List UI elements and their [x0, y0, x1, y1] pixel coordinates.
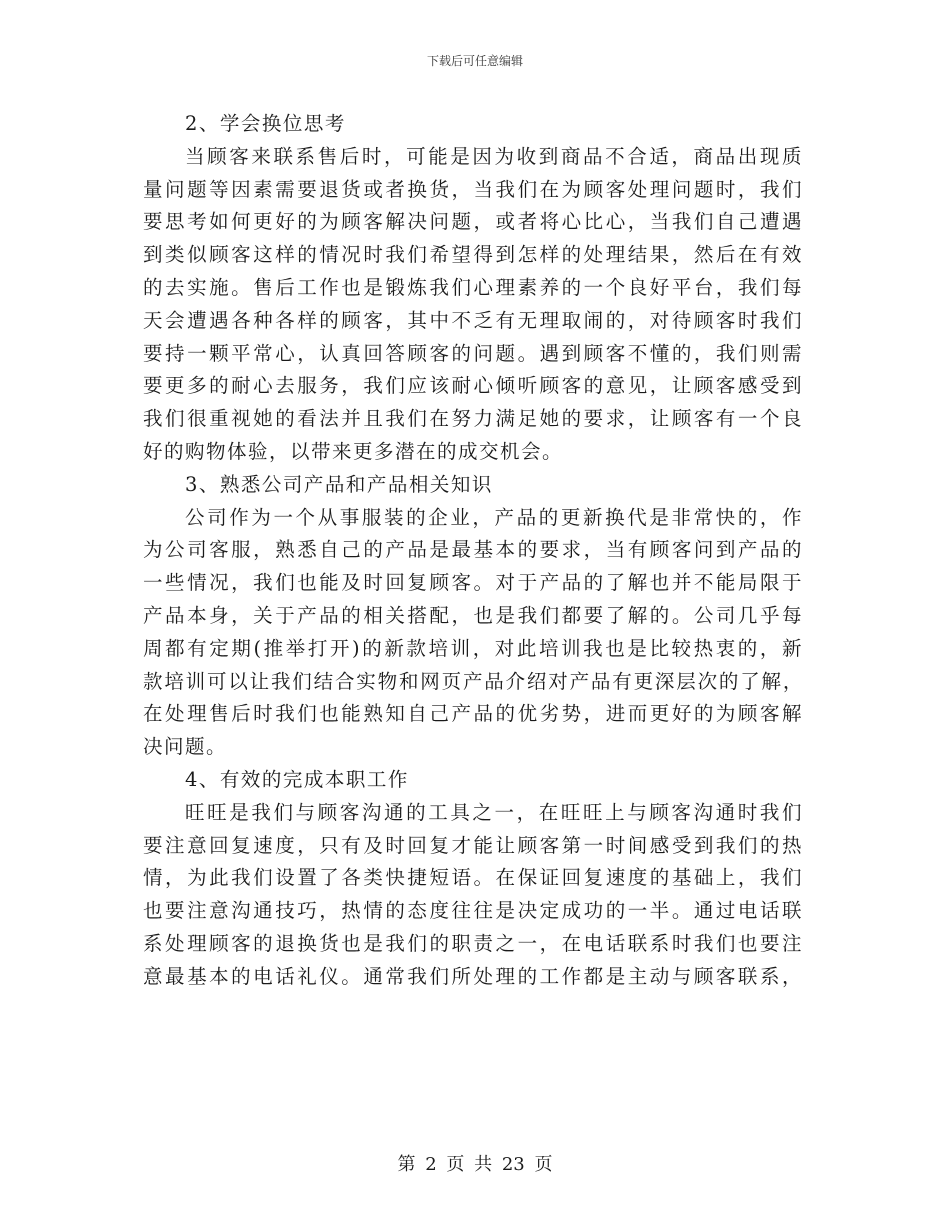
paragraph-line: 天会遭遇各种各样的顾客，其中不乏有无理取闹的，对待顾客时我们	[143, 308, 803, 332]
paragraph-line: 也要注意沟通技巧，热情的态度往往是决定成功的一半。通过电话联	[143, 899, 803, 923]
paragraph-line: 量问题等因素需要退货或者换货，当我们在为顾客处理问题时，我们	[143, 177, 803, 201]
paragraph-line: 产品本身，关于产品的相关搭配，也是我们都要了解的。公司几乎每	[143, 603, 803, 627]
page-number-footer: 第 2 页 共 23 页	[397, 1154, 553, 1175]
paragraph-line: 要持一颗平常心，认真回答顾客的问题。遇到顾客不懂的，我们则需	[143, 341, 803, 365]
heading-2: 2、学会换位思考	[185, 112, 346, 135]
paragraph-line: 要思考如何更好的为顾客解决问题，或者将心比心，当我们自己遭遇	[143, 210, 803, 234]
paragraph-line: 一些情况，我们也能及时回复顾客。对于产品的了解也并不能局限于	[143, 571, 803, 595]
paragraph-line: 的去实施。售后工作也是锻炼我们心理素养的一个良好平台，我们每	[143, 275, 803, 299]
paragraph-line: 款培训可以让我们结合实物和网页产品介绍对产品有更深层次的了解，	[143, 669, 803, 693]
paragraph-line: 当顾客来联系售后时，可能是因为收到商品不合适，商品出现质	[185, 144, 803, 168]
paragraph-line: 要注意回复速度，只有及时回复才能让顾客第一时间感受到我们的热	[143, 833, 803, 857]
paragraph-line: 决问题。	[143, 735, 228, 759]
heading-4: 4、有效的完成本职工作	[185, 767, 409, 791]
page-header-note: 下载后可任意编辑	[426, 54, 523, 68]
paragraph-line: 要更多的耐心去服务，我们应该耐心倾听顾客的意见，让顾客感受到	[143, 374, 803, 398]
document-body	[143, 108, 803, 994]
paragraph-line: 到类似顾客这样的情况时我们希望得到怎样的处理结果，然后在有效	[143, 243, 803, 267]
paragraph-line: 系处理顾客的退换货也是我们的职责之一，在电话联系时我们也要注	[143, 931, 803, 955]
paragraph-line: 我们很重视她的看法并且我们在努力满足她的要求，让顾客有一个良	[143, 407, 803, 431]
paragraph-line: 周都有定期(推举打开)的新款培训，对此培训我也是比较热衷的，新	[143, 636, 803, 660]
paragraph-line: 在处理售后时我们也能熟知自己产品的优劣势，进而更好的为顾客解	[143, 702, 803, 726]
paragraph-line: 意最基本的电话礼仪。通常我们所处理的工作都是主动与顾客联系，	[143, 964, 803, 988]
paragraph-line: 好的购物体验，以带来更多潜在的成交机会。	[143, 439, 564, 463]
paragraph-line: 情，为此我们设置了各类快捷短语。在保证回复速度的基础上，我们	[143, 866, 803, 890]
heading-3: 3、熟悉公司产品和产品相关知识	[185, 472, 493, 496]
paragraph-line: 公司作为一个从事服装的企业，产品的更新换代是非常快的，作	[185, 505, 803, 529]
paragraph-line: 为公司客服，熟悉自己的产品是最基本的要求，当有顾客问到产品的	[143, 538, 803, 562]
paragraph-line: 旺旺是我们与顾客沟通的工具之一，在旺旺上与顾客沟通时我们	[185, 800, 803, 824]
